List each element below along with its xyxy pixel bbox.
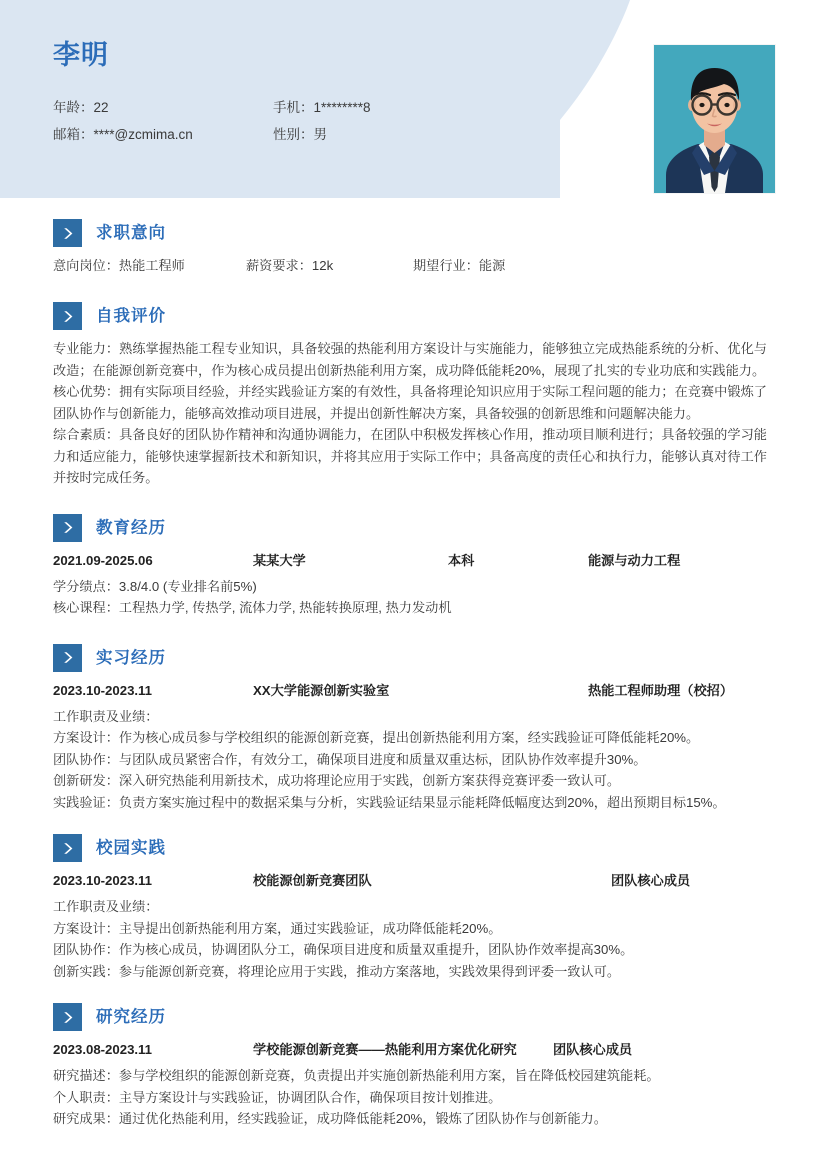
education-entry-row — [53, 550, 767, 572]
internship-date: 2023.10-2023.11 — [53, 682, 153, 698]
research-role: 团队核心成员 — [553, 1042, 633, 1057]
internship-org: XX大学能源创新实验室 — [253, 682, 390, 698]
chevron-right-icon — [53, 219, 82, 247]
research-detail: 研究描述：参与学校组织的能源创新竞赛，负责提出并实施创新热能利用方案，旨在降低校园建筑能耗。 — [53, 1068, 660, 1083]
self-eval-paragraph: 核心优势：拥有实际项目经验，并经实践验证方案的有效性，具备将理论知识应用于实际工程问题的能力；在竞赛中锻炼了团队协作与创新能力，能够高效推动项目进展，并提出创新性解决方案，具备较强的创新思维和问题解决能力。 — [53, 384, 767, 421]
campus-org: 校能源创新竞赛团队 — [253, 873, 372, 888]
contact-phone — [273, 94, 533, 121]
page-title: 李明 — [53, 40, 109, 70]
campus-role: 团队核心成员 — [611, 873, 691, 888]
section-research — [53, 982, 767, 1130]
intent-position: 意向岗位：热能工程师 — [53, 258, 185, 273]
research-date: 2023.08-2023.11 — [53, 1042, 153, 1057]
resume-body — [0, 198, 820, 1130]
contact-phone-label: 手机： — [273, 100, 314, 115]
contact-grid — [53, 94, 613, 148]
internship-detail: 方案设计：作为核心成员参与学校组织的能源创新竞赛，提出创新热能利用方案，经实践验证可降低能耗20%。 — [53, 730, 700, 745]
chevron-right-icon — [53, 302, 82, 330]
research-topic: 学校能源创新竞赛——热能利用方案优化研究 — [253, 1042, 517, 1057]
campus-date: 2023.10-2023.11 — [53, 873, 153, 888]
section-header — [53, 218, 767, 248]
section-internship — [53, 619, 767, 814]
intent-industry: 期望行业：能源 — [413, 258, 506, 273]
contact-email-label: 邮箱： — [53, 127, 94, 142]
education-school: 某某大学 — [253, 552, 306, 568]
internship-detail: 团队协作：与团队成员紧密合作，有效分工，确保项目进度和质量双重达标，团队协作效率提升30%。 — [53, 751, 647, 767]
section-title: 研究经历 — [96, 1008, 166, 1026]
contact-row — [53, 121, 613, 148]
education-date: 2021.09-2025.06 — [53, 552, 153, 568]
avatar — [654, 45, 775, 193]
section-header — [53, 833, 767, 863]
section-job-intent — [53, 198, 767, 277]
contact-gender — [273, 121, 533, 148]
contact-email-value: ****@zcmima.cn — [93, 127, 193, 142]
education-detail: 学分绩点：3.8/4.0 (专业排名前5%) — [53, 578, 257, 594]
campus-detail: 创新实践：参与能源创新竞赛，将理论应用于实践，推动方案落地，实践效果得到评委一致认可。 — [53, 963, 621, 979]
campus-detail: 方案设计：主导提出创新热能利用方案，通过实践验证，成功降低能耗20%。 — [53, 920, 502, 936]
contact-phone-value: 1********8 — [313, 100, 371, 115]
internship-entry-row — [53, 680, 767, 702]
section-title: 自我评价 — [96, 307, 166, 325]
contact-age-value: 22 — [93, 100, 109, 115]
research-entry-row — [53, 1039, 767, 1061]
internship-subtitle: 工作职责及业绩： — [53, 708, 159, 724]
section-content — [53, 255, 767, 277]
internship-detail: 创新研发：深入研究热能利用新技术，成功将理论应用于实践，创新方案获得竞赛评委一致认可。 — [53, 773, 621, 788]
job-intent-row — [53, 255, 767, 277]
self-eval-paragraph: 综合素质：具备良好的团队协作精神和沟通协调能力，在团队中积极发挥核心作用，推动项目顺利进行；具备较强的学习能力和适应能力，能够快速掌握新技术和新知识，并将其应用于实际工作中；具备高度的责任心和执行力，能够认真对待工作并按时完成任务。 — [53, 427, 767, 485]
campus-entry-row — [53, 870, 767, 892]
chevron-right-icon — [53, 644, 82, 672]
education-detail: 核心课程：工程热力学, 传热学, 流体力学, 热能转换原理, 热力发动机 — [53, 600, 452, 615]
chevron-right-icon — [53, 1003, 82, 1031]
education-major: 能源与动力工程 — [588, 552, 681, 568]
chevron-right-icon — [53, 514, 82, 542]
internship-role: 热能工程师助理（校招） — [588, 682, 734, 698]
section-campus-practice — [53, 813, 767, 982]
section-title: 实习经历 — [96, 648, 166, 667]
contact-row — [53, 94, 613, 121]
section-content — [53, 550, 767, 619]
education-degree: 本科 — [448, 552, 475, 568]
header-info — [53, 38, 613, 148]
campus-detail: 团队协作：作为核心成员，协调团队分工，确保项目进度和质量双重提升，团队协作效率提高30%。 — [53, 942, 634, 957]
research-detail: 研究成果：通过优化热能利用，经实践验证，成功降低能耗20%，锻炼了团队协作与创新能力。 — [53, 1111, 607, 1126]
section-title: 校园实践 — [96, 839, 166, 857]
chevron-right-icon — [53, 834, 82, 862]
self-eval-paragraph: 专业能力：熟练掌握热能工程专业知识，具备较强的热能利用方案设计与实施能力，能够独立完成热能系统的分析、优化与改造；在能源创新竞赛中，作为核心成员提出创新热能利用方案，成功降低能耗20%，展现了扎实的专业功底和实践能力。 — [53, 341, 767, 378]
section-self-evaluation — [53, 277, 767, 489]
section-title: 求职意向 — [96, 224, 166, 242]
resume-header — [0, 0, 820, 198]
contact-age — [53, 94, 273, 121]
section-content — [53, 1039, 767, 1130]
section-title: 教育经历 — [96, 518, 166, 537]
contact-gender-label: 性别： — [273, 127, 314, 142]
section-header — [53, 513, 767, 543]
section-education — [53, 489, 767, 619]
contact-gender-value: 男 — [313, 127, 327, 142]
research-detail: 个人职责：主导方案设计与实践验证，协调团队合作，确保项目按计划推进。 — [53, 1089, 502, 1105]
campus-subtitle: 工作职责及业绩： — [53, 899, 159, 914]
contact-email — [53, 121, 273, 148]
section-header — [53, 643, 767, 673]
section-content — [53, 338, 767, 489]
section-header — [53, 301, 767, 331]
intent-salary: 薪资要求：12k — [246, 258, 334, 273]
section-content — [53, 680, 767, 814]
internship-detail: 实践验证：负责方案实施过程中的数据采集与分析，实践验证结果显示能耗降低幅度达到20%，超出预期目标15%。 — [53, 794, 726, 810]
contact-age-label: 年龄： — [53, 100, 94, 115]
portrait-photo-icon — [654, 45, 775, 193]
section-header — [53, 1002, 767, 1032]
section-content — [53, 870, 767, 982]
